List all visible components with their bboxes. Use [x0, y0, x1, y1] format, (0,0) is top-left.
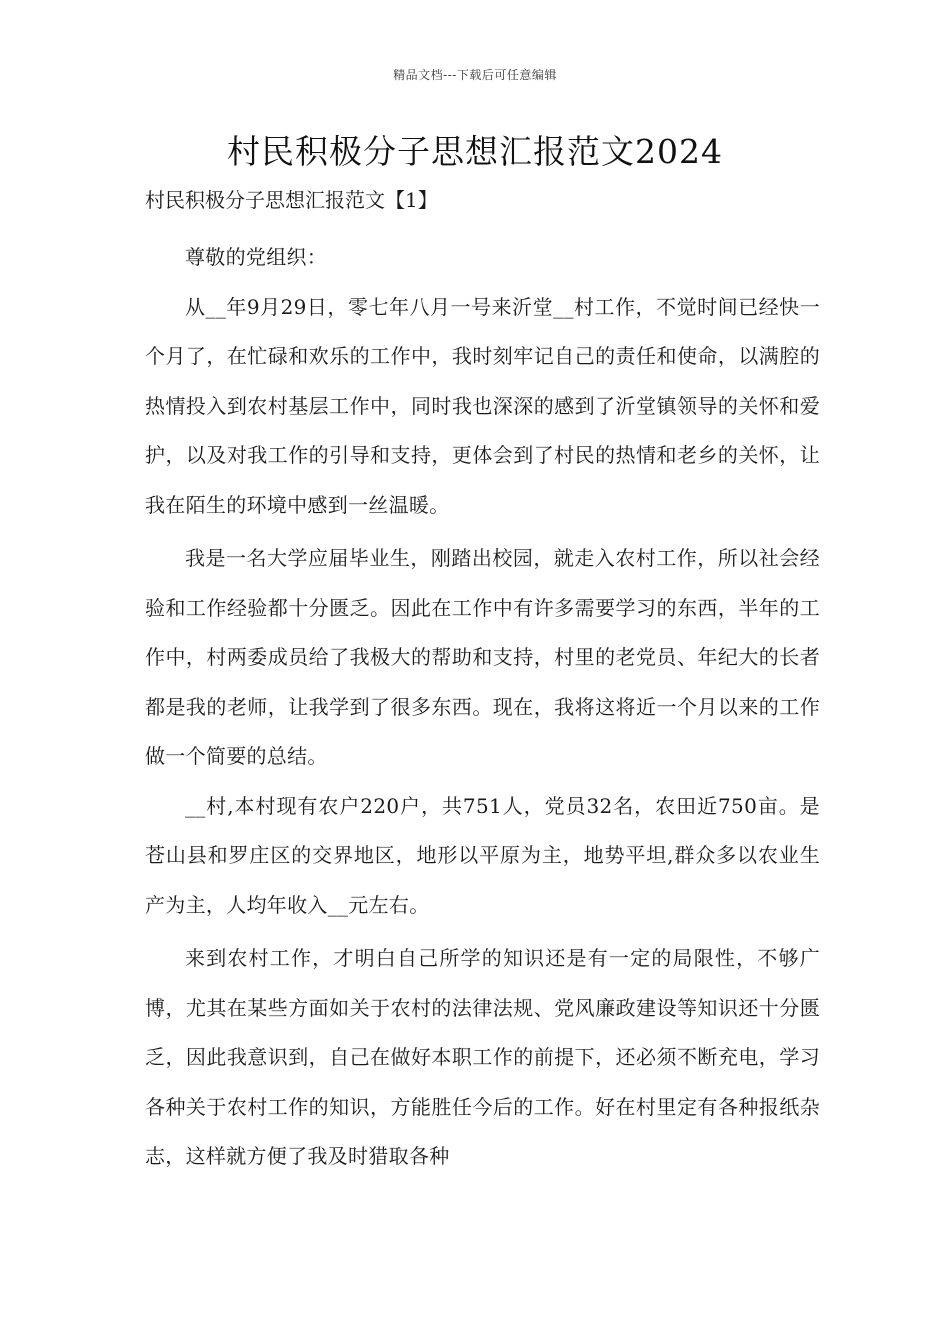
body-paragraph: 我是一名大学应届毕业生，刚踏出校园，就走入农村工作，所以社会经验和工作经验都十分匮乏。因此在工作中有许多需要学习的东西，半年的工作中，村两委成员给了我极大的帮助和支持，村里的老党员、年纪大的长者都是我的老师，让我学到了很多东西。现在，我将这将近一个月以来的工作做一个简要的总结。	[145, 546, 820, 768]
document-subtitle: 村民积极分子思想汇报范文【1】	[145, 188, 438, 212]
page-header-note: 精品文档---下载后可任意编辑	[393, 68, 557, 82]
body-paragraph: 从__年9月29日，零七年八月一号来沂堂__村工作，不觉时间已经快一个月了，在忙碌和欢乐的工作中，我时刻牢记自己的责任和使命，以满腔的热情投入到农村基层工作中，同时我也深深的感到了沂堂镇领导的关怀和爱护，以及对我工作的引导和支持，更体会到了村民的热情和老乡的关怀，让我在陌生的环境中感到一丝温暖。	[145, 294, 820, 517]
body-paragraph: __村,本村现有农户220户，共751人，党员32名，农田近750亩。是苍山县和罗庄区的交界地区，地形以平原为主，地势平坦,群众多以农业生产为主，人均年收入__元左右。	[145, 793, 820, 917]
body-paragraph: 来到农村工作，才明白自己所学的知识还是有一定的局限性，不够广博，尤其在某些方面如关于农村的法律法规、党风廉政建设等知识还十分匮乏，因此我意识到，自己在做好本职工作的前提下，还必须不断充电，学习各种关于农村工作的知识，方能胜任今后的工作。好在村里定有各种报纸杂志，这样就方便了我及时猎取各种	[145, 946, 820, 1168]
document-body	[145, 233, 820, 1182]
document-title: 村民积极分子思想汇报范文2024	[227, 132, 723, 171]
salutation-paragraph: 尊敬的党组织：	[185, 245, 328, 269]
